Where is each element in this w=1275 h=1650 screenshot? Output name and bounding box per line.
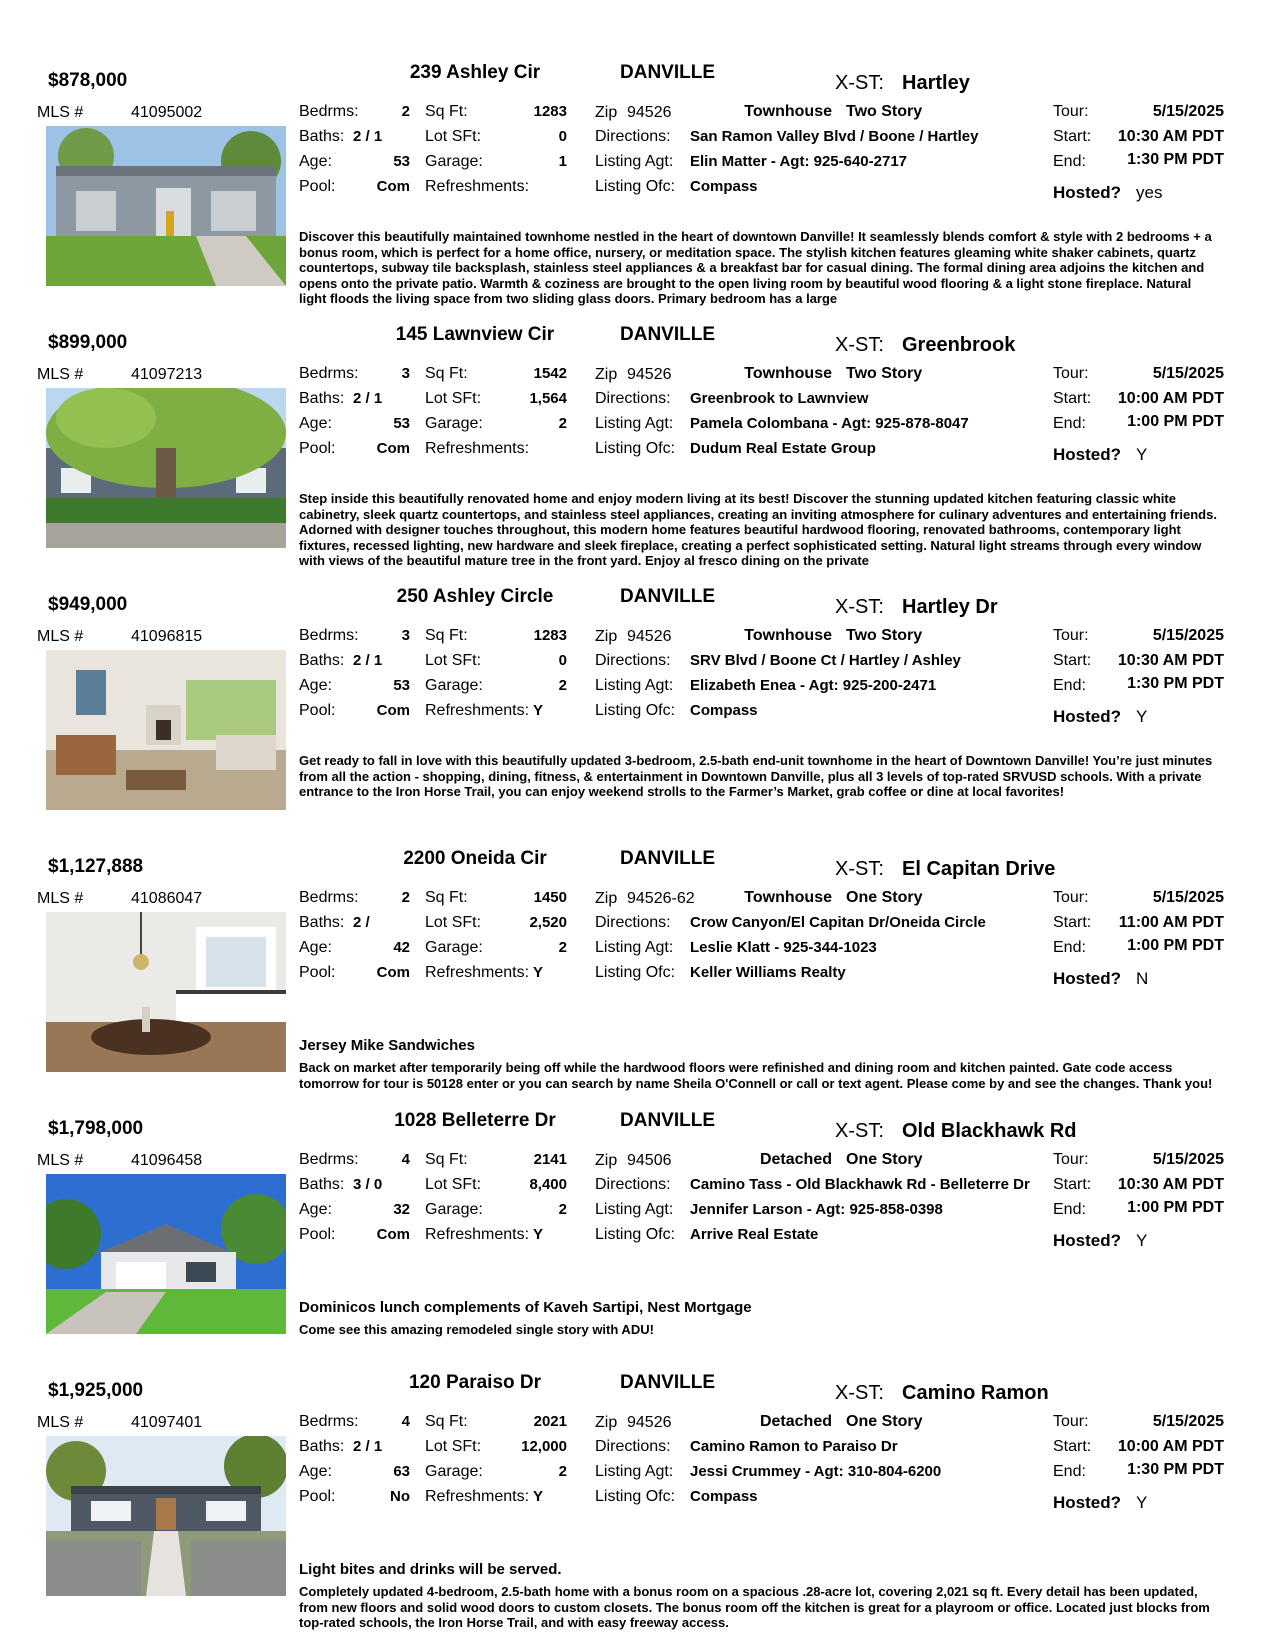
listing-agent-value: Elin Matter - Agt: 925-640-2717 (690, 153, 908, 170)
listing-office-label: Listing Ofc: (595, 1488, 676, 1505)
end-time: 1:30 PM PDT (1127, 151, 1224, 168)
cross-street: Camino Ramon (902, 1382, 1049, 1404)
refreshments-note: Jersey Mike Sandwiches (299, 1037, 475, 1054)
age-label: Age: (299, 939, 332, 956)
zip-label: Zip (595, 1414, 618, 1431)
baths-value: 2 / (353, 914, 370, 931)
baths-value: 2 / 1 (353, 1438, 383, 1455)
cross-street-label: X-ST: (835, 1120, 884, 1142)
cross-street-label: X-ST: (835, 858, 884, 880)
listing-price: $878,000 (48, 70, 128, 91)
lot-sqft-value: 2,520 (529, 914, 567, 931)
age-value: 53 (393, 153, 410, 170)
age-label: Age: (299, 677, 332, 694)
refreshments-label: Refreshments: (425, 1488, 530, 1505)
baths-label: Baths: (299, 914, 345, 931)
listing-photo (46, 912, 286, 1072)
bedrooms-label: Bedrms: (299, 1151, 359, 1168)
start-time: 10:30 AM PDT (1117, 128, 1224, 145)
listing-description: Discover this beautifully maintained townhome nestled in the heart of downtown Danville! It seamlessly blends comfort & style with 2 bedrooms + a bonus room, which is perfect for a home office, nursery, or meditation space. The stylish kitchen features gleaming white shaker cabinets, quartz countertops, subway tile backsplash, stainless steel appliances & a breakfast bar for casual dining. The formal dining area adjoins the kitchen and opens onto the private patio. Warmth & coziness are brought to the open living room by beautiful wood flooring & a light stone fireplace. Natural light floods the living space from two sliding glass doors. Primary bedroom has a large (299, 229, 1212, 306)
lot-sqft-label: Lot SFt: (425, 652, 482, 669)
baths-label: Baths: (299, 128, 345, 145)
listing-agent-value: Jennifer Larson - Agt: 925-858-0398 (690, 1201, 943, 1218)
listing-city: DANVILLE (620, 848, 715, 869)
listing-description: Completely updated 4-bedroom, 2.5-bath home with a bonus room on a spacious .28-acre lot, covering 2,021 sq ft. Every detail has been updated, from new floors and solid wood doors to custom closets. The bonus room off the kitchen is great for a playroom or office. Located just blocks from top-rated schools, the Iron Horse Trail, and with easy freeway access. (299, 1584, 1210, 1630)
baths-value: 2 / 1 (353, 128, 383, 145)
directions-label: Directions: (595, 914, 671, 931)
lot-sqft-label: Lot SFt: (425, 390, 482, 407)
mls-label: MLS # (37, 1414, 84, 1431)
cross-street-label: X-ST: (835, 72, 884, 94)
listing-agent-label: Listing Agt: (595, 415, 674, 432)
hosted-value: Y (1136, 707, 1148, 726)
property-type: Townhouse (744, 365, 832, 382)
listing-agent-label: Listing Agt: (595, 939, 674, 956)
sqft-value: 1542 (533, 365, 567, 382)
zip-label: Zip (595, 104, 618, 121)
listing-agent-value: Jessi Crummey - Agt: 310-804-6200 (690, 1463, 942, 1480)
cross-street-label: X-ST: (835, 596, 884, 618)
property-story: Two Story (846, 103, 923, 120)
tour-date: 5/15/2025 (1152, 889, 1224, 906)
lot-sqft-value: 12,000 (521, 1438, 567, 1455)
cross-street: Greenbrook (902, 334, 1016, 356)
listing-agent-label: Listing Agt: (595, 677, 674, 694)
age-value: 32 (393, 1201, 410, 1218)
zip-label: Zip (595, 890, 618, 907)
listing-agent-value: Pamela Colombana - Agt: 925-878-8047 (690, 415, 969, 432)
hosted-value: Y (1136, 1231, 1148, 1250)
zip-label: Zip (595, 1152, 618, 1169)
start-label: Start: (1053, 652, 1092, 669)
tour-label: Tour: (1053, 889, 1089, 906)
mls-label: MLS # (37, 1152, 84, 1169)
lot-sqft-label: Lot SFt: (425, 1438, 482, 1455)
mls-number: 41096458 (131, 1152, 203, 1169)
listing-office-value: Keller Williams Realty (690, 964, 846, 981)
bedrooms-label: Bedrms: (299, 627, 359, 644)
listing-agent-label: Listing Agt: (595, 153, 674, 170)
listing-card (0, 848, 1275, 1110)
baths-value: 2 / 1 (353, 652, 383, 669)
directions-label: Directions: (595, 1438, 671, 1455)
property-type: Detached (759, 1413, 832, 1430)
directions-value: SRV Blvd / Boone Ct / Hartley / Ashley (690, 652, 961, 669)
lot-sqft-value: 8,400 (529, 1176, 567, 1193)
refreshments-label: Refreshments: (425, 702, 530, 719)
start-time: 11:00 AM PDT (1118, 914, 1224, 931)
listing-price: $1,925,000 (48, 1380, 144, 1401)
pool-value: No (390, 1488, 410, 1505)
end-time: 1:30 PM PDT (1127, 1461, 1224, 1478)
directions-value: Greenbrook to Lawnview (690, 390, 869, 407)
baths-label: Baths: (299, 1438, 345, 1455)
garage-value: 2 (558, 677, 567, 694)
baths-value: 3 / 0 (353, 1176, 383, 1193)
bedrooms-value: 2 (401, 103, 410, 120)
listing-card (0, 1110, 1275, 1372)
listing-city: DANVILLE (620, 324, 715, 345)
property-story: Two Story (846, 365, 923, 382)
lot-sqft-label: Lot SFt: (425, 128, 482, 145)
cross-street: Hartley Dr (902, 596, 998, 618)
tour-date: 5/15/2025 (1152, 627, 1224, 644)
refreshments-label: Refreshments: (425, 440, 530, 457)
zip-label: Zip (595, 628, 618, 645)
cross-street: Hartley (902, 72, 970, 94)
refreshments-note: Light bites and drinks will be served. (299, 1561, 562, 1578)
property-type: Townhouse (744, 627, 832, 644)
zip-value: 94526-62 (627, 890, 695, 907)
bedrooms-value: 3 (401, 627, 410, 644)
pool-value: Com (376, 178, 410, 195)
bedrooms-value: 2 (401, 889, 410, 906)
listing-office-label: Listing Ofc: (595, 702, 676, 719)
directions-label: Directions: (595, 1176, 671, 1193)
property-story: One Story (846, 889, 923, 906)
sqft-label: Sq Ft: (425, 1413, 468, 1430)
listing-photo (46, 388, 286, 548)
cross-street-label: X-ST: (835, 1382, 884, 1404)
garage-label: Garage: (425, 1201, 483, 1218)
listing-price: $1,127,888 (48, 856, 144, 877)
listing-address: 250 Ashley Circle (396, 586, 554, 607)
bedrooms-value: 4 (401, 1151, 410, 1168)
hosted-label: Hosted? (1053, 183, 1121, 202)
pool-label: Pool: (299, 440, 336, 457)
listing-office-value: Compass (690, 178, 758, 195)
zip-value: 94526 (627, 628, 672, 645)
listing-price: $1,798,000 (48, 1118, 144, 1139)
end-time: 1:00 PM PDT (1127, 937, 1224, 954)
bedrooms-label: Bedrms: (299, 103, 359, 120)
zip-value: 94526 (627, 1414, 672, 1431)
hosted-label: Hosted? (1053, 445, 1121, 464)
cross-street: El Capitan Drive (902, 858, 1056, 880)
baths-label: Baths: (299, 652, 345, 669)
hosted-label: Hosted? (1053, 1231, 1121, 1250)
zip-value: 94526 (627, 104, 672, 121)
listing-photo (46, 1436, 286, 1596)
end-time: 1:00 PM PDT (1127, 1199, 1224, 1216)
tour-label: Tour: (1053, 103, 1089, 120)
property-type: Townhouse (744, 103, 832, 120)
listing-address: 239 Ashley Cir (409, 62, 541, 83)
end-label: End: (1053, 415, 1086, 432)
listing-card (0, 62, 1275, 324)
sqft-label: Sq Ft: (425, 889, 468, 906)
hosted-label: Hosted? (1053, 1493, 1121, 1512)
sqft-value: 1450 (533, 889, 567, 906)
lot-sqft-value: 1,564 (529, 390, 567, 407)
end-time: 1:00 PM PDT (1127, 413, 1224, 430)
tour-label: Tour: (1053, 1413, 1089, 1430)
start-time: 10:00 AM PDT (1117, 390, 1224, 407)
garage-value: 2 (558, 415, 567, 432)
sqft-value: 1283 (533, 627, 567, 644)
listing-address: 2200 Oneida Cir (403, 848, 547, 869)
garage-label: Garage: (425, 415, 483, 432)
mls-number: 41097401 (131, 1414, 203, 1431)
sqft-label: Sq Ft: (425, 627, 468, 644)
listing-agent-label: Listing Agt: (595, 1463, 674, 1480)
baths-label: Baths: (299, 390, 345, 407)
cross-street-label: X-ST: (835, 334, 884, 356)
age-value: 63 (393, 1463, 410, 1480)
property-story: One Story (846, 1413, 923, 1430)
bedrooms-label: Bedrms: (299, 365, 359, 382)
age-label: Age: (299, 1463, 332, 1480)
cross-street: Old Blackhawk Rd (902, 1120, 1077, 1142)
tour-label: Tour: (1053, 1151, 1089, 1168)
listing-agent-label: Listing Agt: (595, 1201, 674, 1218)
tour-date: 5/15/2025 (1152, 1413, 1224, 1430)
bedrooms-value: 3 (401, 365, 410, 382)
end-label: End: (1053, 939, 1086, 956)
pool-label: Pool: (299, 964, 336, 981)
property-type: Detached (759, 1151, 832, 1168)
garage-label: Garage: (425, 677, 483, 694)
refreshments-label: Refreshments: (425, 178, 530, 195)
tour-label: Tour: (1053, 627, 1089, 644)
tour-date: 5/15/2025 (1152, 1151, 1224, 1168)
sqft-value: 1283 (533, 103, 567, 120)
pool-value: Com (376, 1226, 410, 1243)
pool-label: Pool: (299, 178, 336, 195)
hosted-value: yes (1136, 183, 1163, 202)
bedrooms-value: 4 (401, 1413, 410, 1430)
garage-label: Garage: (425, 153, 483, 170)
property-story: One Story (846, 1151, 923, 1168)
hosted-value: N (1136, 969, 1149, 988)
hosted-value: Y (1136, 1493, 1148, 1512)
directions-value: Camino Ramon to Paraiso Dr (690, 1438, 898, 1455)
directions-label: Directions: (595, 128, 671, 145)
start-label: Start: (1053, 914, 1092, 931)
listing-office-label: Listing Ofc: (595, 1226, 676, 1243)
age-value: 53 (393, 677, 410, 694)
pool-value: Com (376, 964, 410, 981)
sqft-label: Sq Ft: (425, 365, 468, 382)
listing-address: 1028 Belleterre Dr (394, 1110, 556, 1131)
tour-label: Tour: (1053, 365, 1089, 382)
listing-city: DANVILLE (620, 62, 715, 83)
hosted-label: Hosted? (1053, 707, 1121, 726)
listing-agent-value: Elizabeth Enea - Agt: 925-200-2471 (690, 677, 937, 694)
mls-label: MLS # (37, 890, 84, 907)
tour-date: 5/15/2025 (1152, 365, 1224, 382)
end-label: End: (1053, 1463, 1086, 1480)
zip-value: 94506 (627, 1152, 672, 1169)
listing-photo (46, 650, 286, 810)
directions-value: Crow Canyon/El Capitan Dr/Oneida Circle (690, 914, 986, 931)
mls-label: MLS # (37, 104, 84, 121)
age-label: Age: (299, 1201, 332, 1218)
age-value: 53 (393, 415, 410, 432)
property-type: Townhouse (744, 889, 832, 906)
listing-city: DANVILLE (620, 586, 715, 607)
refreshments-value: Y (533, 702, 544, 719)
bedrooms-label: Bedrms: (299, 1413, 359, 1430)
end-time: 1:30 PM PDT (1127, 675, 1224, 692)
listing-address: 120 Paraiso Dr (408, 1372, 542, 1393)
directions-label: Directions: (595, 652, 671, 669)
sqft-label: Sq Ft: (425, 103, 468, 120)
listing-address: 145 Lawnview Cir (395, 324, 555, 345)
sqft-label: Sq Ft: (425, 1151, 468, 1168)
listing-city: DANVILLE (620, 1110, 715, 1131)
listing-city: DANVILLE (620, 1372, 715, 1393)
listing-price: $899,000 (48, 332, 128, 353)
age-label: Age: (299, 415, 332, 432)
baths-label: Baths: (299, 1176, 345, 1193)
pool-value: Com (376, 702, 410, 719)
end-label: End: (1053, 677, 1086, 694)
sqft-value: 2021 (533, 1413, 567, 1430)
mls-label: MLS # (37, 366, 84, 383)
garage-value: 2 (558, 939, 567, 956)
listing-office-label: Listing Ofc: (595, 440, 676, 457)
end-label: End: (1053, 153, 1086, 170)
start-label: Start: (1053, 1438, 1092, 1455)
listing-office-value: Compass (690, 702, 758, 719)
garage-label: Garage: (425, 1463, 483, 1480)
mls-number: 41086047 (131, 890, 203, 907)
refreshments-value: Y (533, 1226, 544, 1243)
mls-label: MLS # (37, 628, 84, 645)
listing-card (0, 324, 1275, 586)
start-time: 10:30 AM PDT (1117, 652, 1224, 669)
refreshments-value: Y (533, 1488, 544, 1505)
mls-number: 41097213 (131, 366, 203, 383)
listing-description: Come see this amazing remodeled single story with ADU! (299, 1322, 654, 1337)
listing-card (0, 1372, 1275, 1634)
listing-office-value: Dudum Real Estate Group (690, 440, 876, 457)
directions-value: Camino Tass - Old Blackhawk Rd - Belleterre Dr (690, 1176, 1030, 1193)
pool-label: Pool: (299, 1226, 336, 1243)
garage-label: Garage: (425, 939, 483, 956)
listing-description: Get ready to fall in love with this beautifully updated 3-bedroom, 2.5-bath end-unit townhome in the heart of Downtown Danville! You’re just minutes from all the action - shopping, dining, fitness, & entertainment in Downtown Danville, plus all 3 levels of top-rated SRVUSD schools. With a private entrance to the Iron Horse Trail, you can enjoy weekend strolls to the Farmer’s Market, grab coffee or dine at local favorites! (299, 753, 1213, 799)
lot-sqft-value: 0 (558, 128, 567, 145)
listing-office-label: Listing Ofc: (595, 178, 676, 195)
bedrooms-label: Bedrms: (299, 889, 359, 906)
lot-sqft-label: Lot SFt: (425, 1176, 482, 1193)
listing-office-label: Listing Ofc: (595, 964, 676, 981)
age-value: 42 (393, 939, 410, 956)
lot-sqft-label: Lot SFt: (425, 914, 482, 931)
property-story: Two Story (846, 627, 923, 644)
garage-value: 1 (558, 153, 567, 170)
zip-label: Zip (595, 366, 618, 383)
hosted-value: Y (1136, 445, 1148, 464)
directions-label: Directions: (595, 390, 671, 407)
tour-date: 5/15/2025 (1152, 103, 1224, 120)
zip-value: 94526 (627, 366, 672, 383)
pool-label: Pool: (299, 1488, 336, 1505)
listing-agent-value: Leslie Klatt - 925-344-1023 (690, 939, 877, 956)
start-label: Start: (1053, 1176, 1092, 1193)
hosted-label: Hosted? (1053, 969, 1121, 988)
sqft-value: 2141 (533, 1151, 567, 1168)
garage-value: 2 (558, 1463, 567, 1480)
start-label: Start: (1053, 128, 1092, 145)
listing-office-value: Arrive Real Estate (690, 1226, 819, 1243)
start-time: 10:00 AM PDT (1117, 1438, 1224, 1455)
refreshments-note: Dominicos lunch complements of Kaveh Sartipi, Nest Mortgage (299, 1299, 752, 1316)
lot-sqft-value: 0 (558, 652, 567, 669)
start-label: Start: (1053, 390, 1092, 407)
listing-price: $949,000 (48, 594, 128, 615)
listing-photo (46, 1174, 286, 1334)
mls-number: 41095002 (131, 104, 203, 121)
directions-value: San Ramon Valley Blvd / Boone / Hartley (690, 128, 979, 145)
pool-value: Com (376, 440, 410, 457)
refreshments-label: Refreshments: (425, 964, 530, 981)
refreshments-label: Refreshments: (425, 1226, 530, 1243)
listing-description: Back on market after temporarily being off while the hardwood floors were refinished and dining room and kitchen painted. Gate code access tomorrow for tour is 50128 enter or you can search by name Sheila O'Connell or call or text agent. Please come by and see the changes. Thank you! (299, 1060, 1213, 1091)
end-label: End: (1053, 1201, 1086, 1218)
listing-photo (46, 126, 286, 286)
listing-card (0, 586, 1275, 848)
listing-description: Step inside this beautifully renovated home and enjoy modern living at its best! Discover the stunning updated kitchen featuring classic white cabinetry, sleek quartz countertops, and stainless steel appliances, creating an inviting atmosphere for culinary adventures and entertaining friends. Adorned with designer touches throughout, this modern home features beautiful hardwood flooring, renovated bathrooms, contemporary light fixtures, recessed lighting, new hardware and sleek fireplace, creating a perfect sophisticated setting. Natural light streams through every window with views of the beautiful mature tree in the front yard. Enjoy al fresco dining on the private (299, 491, 1217, 568)
listing-office-value: Compass (690, 1488, 758, 1505)
age-label: Age: (299, 153, 332, 170)
pool-label: Pool: (299, 702, 336, 719)
start-time: 10:30 AM PDT (1117, 1176, 1224, 1193)
baths-value: 2 / 1 (353, 390, 383, 407)
garage-value: 2 (558, 1201, 567, 1218)
refreshments-value: Y (533, 964, 544, 981)
mls-number: 41096815 (131, 628, 203, 645)
